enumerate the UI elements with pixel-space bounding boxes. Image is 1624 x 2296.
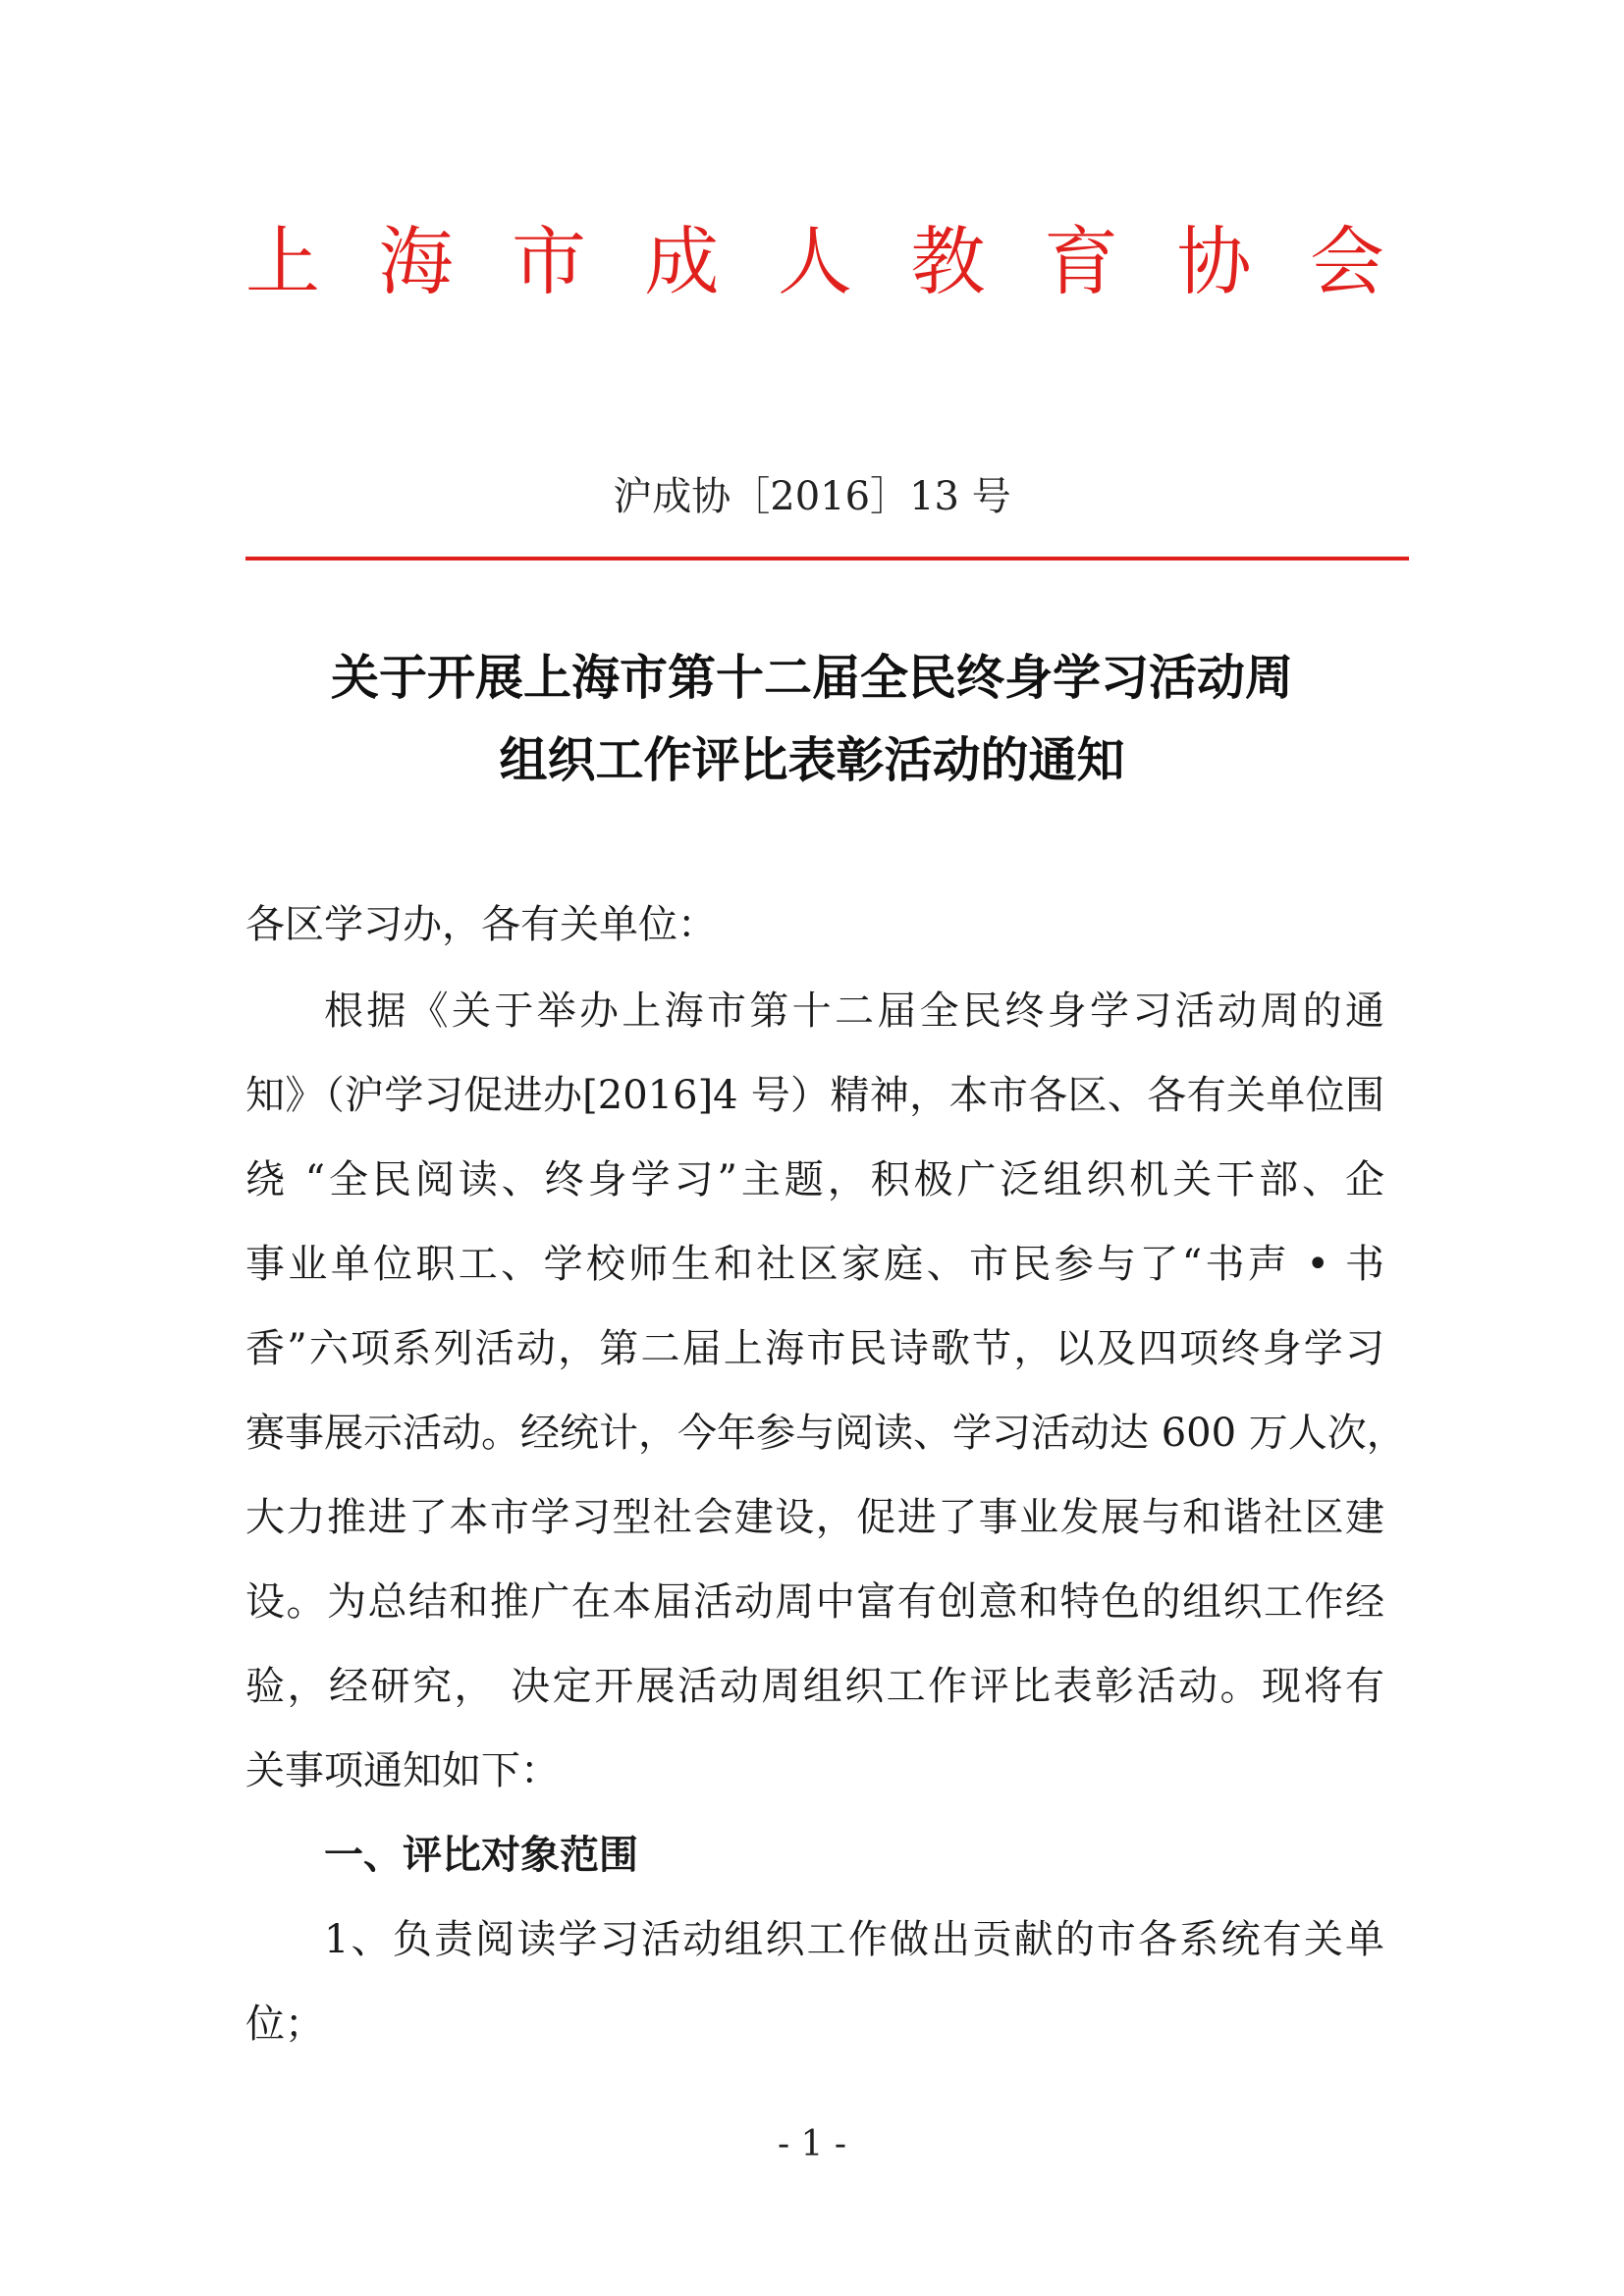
body-line: 大力推进了本市学习型社会建设，促进了事业发展与和谐社区建 bbox=[245, 1495, 1384, 1540]
body-line: 设。为总结和推广在本届活动周中富有创意和特色的组织工作经 bbox=[245, 1579, 1384, 1625]
body-line: 事业单位职工、学校师生和社区家庭、市民参与了“书声 • 书 bbox=[245, 1242, 1384, 1287]
letterhead-char: 市 bbox=[512, 218, 586, 305]
document-title-line-1: 关于开展上海市第十二届全民终身学习活动周 bbox=[330, 650, 1293, 706]
list-item-line: 位； bbox=[245, 2002, 324, 2047]
letterhead-char: 上 bbox=[245, 218, 320, 305]
page-number: - 1 - bbox=[777, 2124, 847, 2164]
letterhead-char: 教 bbox=[910, 218, 986, 305]
letterhead bbox=[245, 218, 1384, 306]
body-line: 验，经研究， 决定开展活动周组织工作评比表彰活动。现将有 bbox=[245, 1664, 1384, 1709]
document-number: 沪成协［2016］13 号 bbox=[613, 474, 1011, 519]
letterhead-char: 会 bbox=[1310, 218, 1384, 305]
letterhead-char: 协 bbox=[1176, 218, 1252, 305]
section-heading: 一、评比对象范围 bbox=[324, 1833, 638, 1878]
document-title-line-2: 组织工作评比表彰活动的通知 bbox=[499, 732, 1125, 788]
letterhead-char: 海 bbox=[378, 218, 454, 305]
body-line: 绕 “全民阅读、终身学习”主题，积极广泛组织机关干部、企 bbox=[245, 1157, 1384, 1202]
list-item-line: 1、负责阅读学习活动组织工作做出贡献的市各系统有关单 bbox=[324, 1917, 1384, 1962]
red-divider bbox=[245, 557, 1409, 561]
body-line: 知》（沪学习促进办[2016]4 号）精神，本市各区、各有关单位围 bbox=[245, 1073, 1384, 1118]
letterhead-char: 人 bbox=[778, 218, 852, 305]
letterhead-char: 成 bbox=[644, 218, 720, 305]
body-line: 关事项通知如下： bbox=[245, 1748, 560, 1793]
body-line: 根据《关于举办上海市第十二届全民终身学习活动周的通 bbox=[324, 988, 1384, 1034]
salutation: 各区学习办，各有关单位： bbox=[245, 902, 717, 947]
body-line: 香”六项系列活动，第二届上海市民诗歌节，以及四项终身学习 bbox=[245, 1326, 1384, 1371]
letterhead-char: 育 bbox=[1044, 218, 1118, 305]
body-line: 赛事展示活动。经统计，今年参与阅读、学习活动达 600 万人次， bbox=[245, 1411, 1406, 1456]
